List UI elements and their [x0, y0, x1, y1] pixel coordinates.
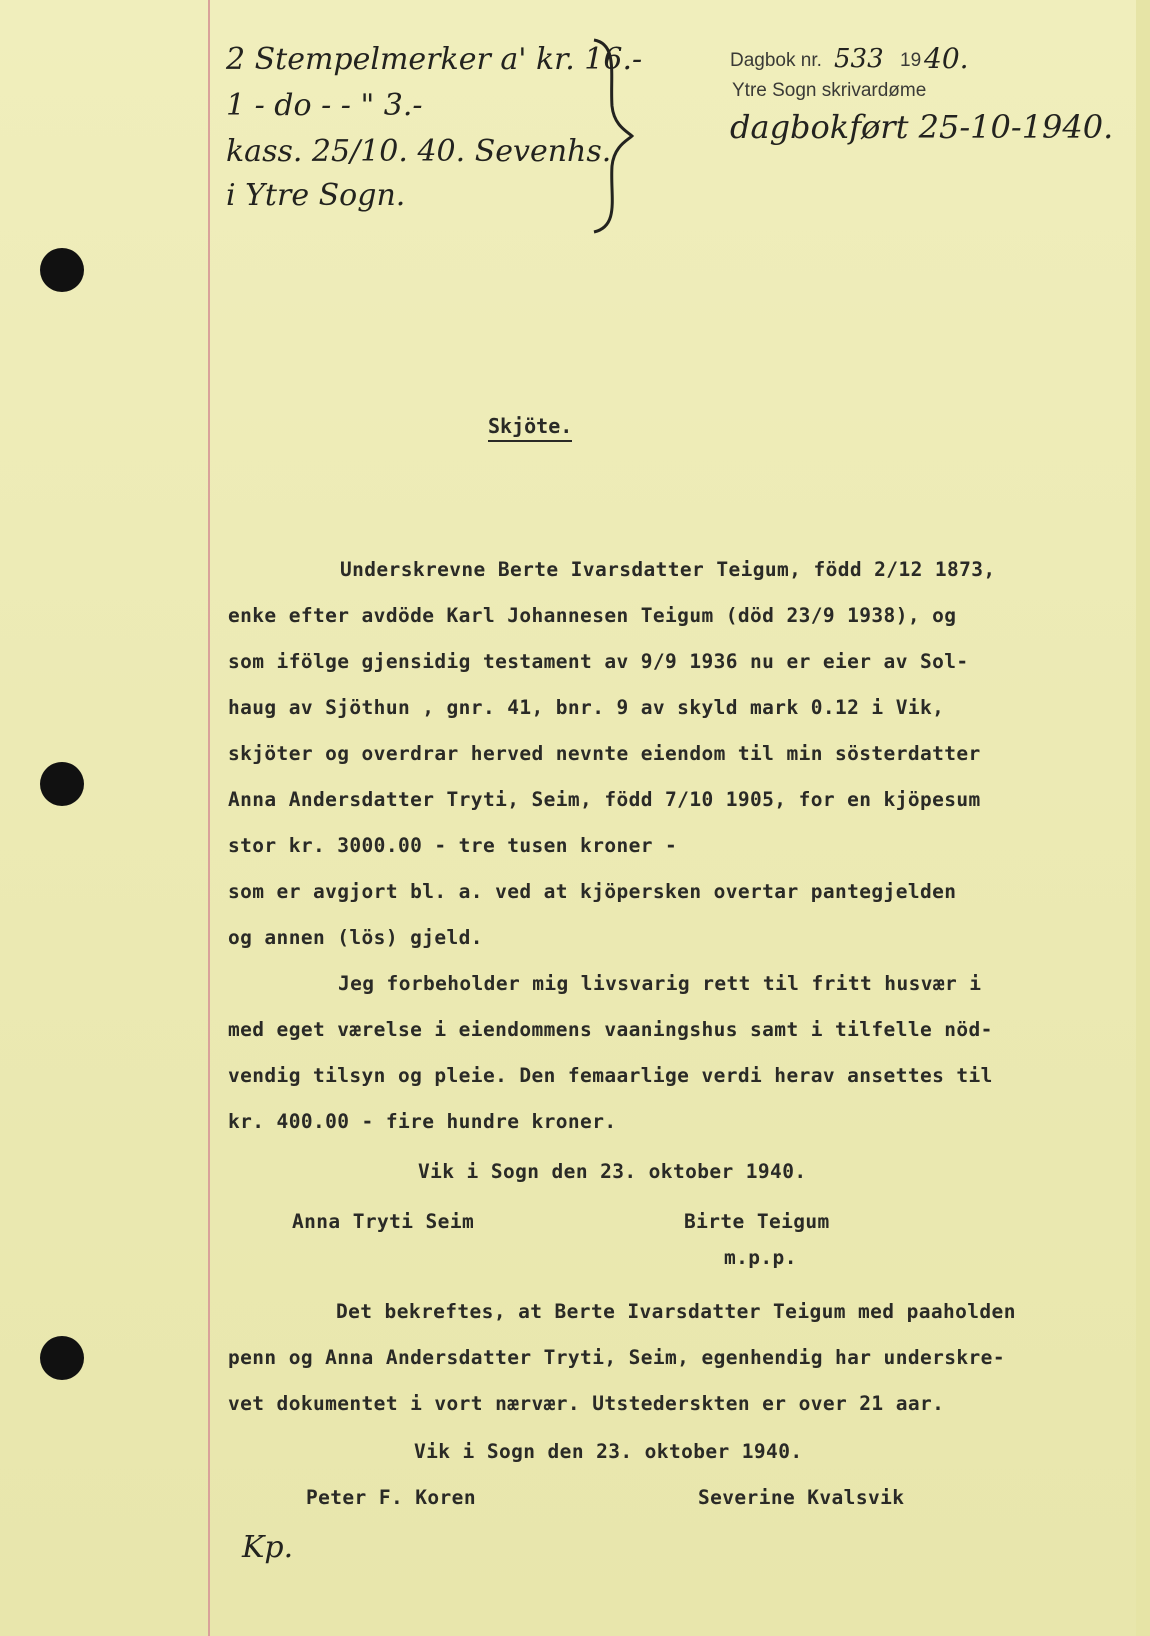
punch-hole	[40, 248, 84, 292]
text-line: og annen (lös) gjeld.	[228, 926, 483, 949]
text-line: Jeg forbeholder mig livsvarig rett til fritt husvær i	[338, 972, 982, 995]
place-date: Vik i Sogn den 23. oktober 1940.	[414, 1440, 803, 1463]
margin-note-line: 1 - do - - " 3.-	[226, 88, 423, 123]
signature-seller-note: m.p.p.	[724, 1246, 797, 1269]
text-line: vet dokumentet i vort nærvær. Utstederskten er over 21 aar.	[228, 1392, 945, 1415]
text-line: haug av Sjöthun , gnr. 41, bnr. 9 av skyld mark 0.12 i Vik,	[228, 696, 945, 719]
year-prefix: 19	[900, 50, 922, 71]
text-line: som ifölge gjensidig testament av 9/9 1936 nu er eier av Sol-	[228, 650, 969, 673]
margin-note-line: 2 Stempelmerker a' kr. 16.-	[226, 42, 643, 77]
signature-buyer: Anna Tryti Seim	[292, 1210, 475, 1233]
text-line: vendig tilsyn og pleie. Den femaarlige verdi herav ansettes til	[228, 1064, 993, 1087]
office-stamp: Ytre Sogn skrivardøme	[732, 80, 927, 101]
document-title: Skjöte.	[488, 414, 572, 442]
punch-hole	[40, 762, 84, 806]
page-edge	[1136, 0, 1150, 1636]
text-line: kr. 400.00 - fire hundre kroner.	[228, 1110, 617, 1133]
text-line: med eget værelse i eiendommens vaaningshus samt i tilfelle nöd-	[228, 1018, 993, 1041]
text-line: Underskrevne Berte Ivarsdatter Teigum, född 2/12 1873,	[340, 558, 996, 581]
margin-note-line: i Ytre Sogn.	[226, 178, 406, 213]
dagbok-number: 533	[834, 44, 884, 74]
text-line: Det bekreftes, at Berte Ivarsdatter Teigum med paaholden	[336, 1300, 1016, 1323]
clerk-initials: Kp.	[242, 1530, 294, 1565]
punch-hole	[40, 1336, 84, 1380]
text-line: enke efter avdöde Karl Johannesen Teigum (död 23/9 1938), og	[228, 604, 957, 627]
registration-note: dagbokført 25-10-1940.	[730, 108, 1114, 146]
signature-seller: Birte Teigum	[684, 1210, 830, 1233]
text-line: Anna Andersdatter Tryti, Seim, född 7/10 1905, for en kjöpesum	[228, 788, 981, 811]
margin-rule	[208, 0, 210, 1636]
dagbok-label: Dagbok nr.	[730, 50, 822, 71]
curly-brace	[588, 36, 638, 236]
text-line: skjöter og overdrar herved nevnte eiendom til min sösterdatter	[228, 742, 981, 765]
margin-note-line: kass. 25/10. 40. Sevenhs.	[226, 134, 612, 169]
text-line: penn og Anna Andersdatter Tryti, Seim, egenhendig har underskre-	[228, 1346, 1005, 1369]
year-suffix: 40.	[924, 42, 969, 75]
text-line: som er avgjort bl. a. ved at kjöpersken overtar pantegjelden	[228, 880, 957, 903]
witness-signature: Severine Kvalsvik	[698, 1486, 905, 1509]
witness-signature: Peter F. Koren	[306, 1486, 476, 1509]
text-line: stor kr. 3000.00 - tre tusen kroner -	[228, 834, 678, 857]
place-date: Vik i Sogn den 23. oktober 1940.	[418, 1160, 807, 1183]
